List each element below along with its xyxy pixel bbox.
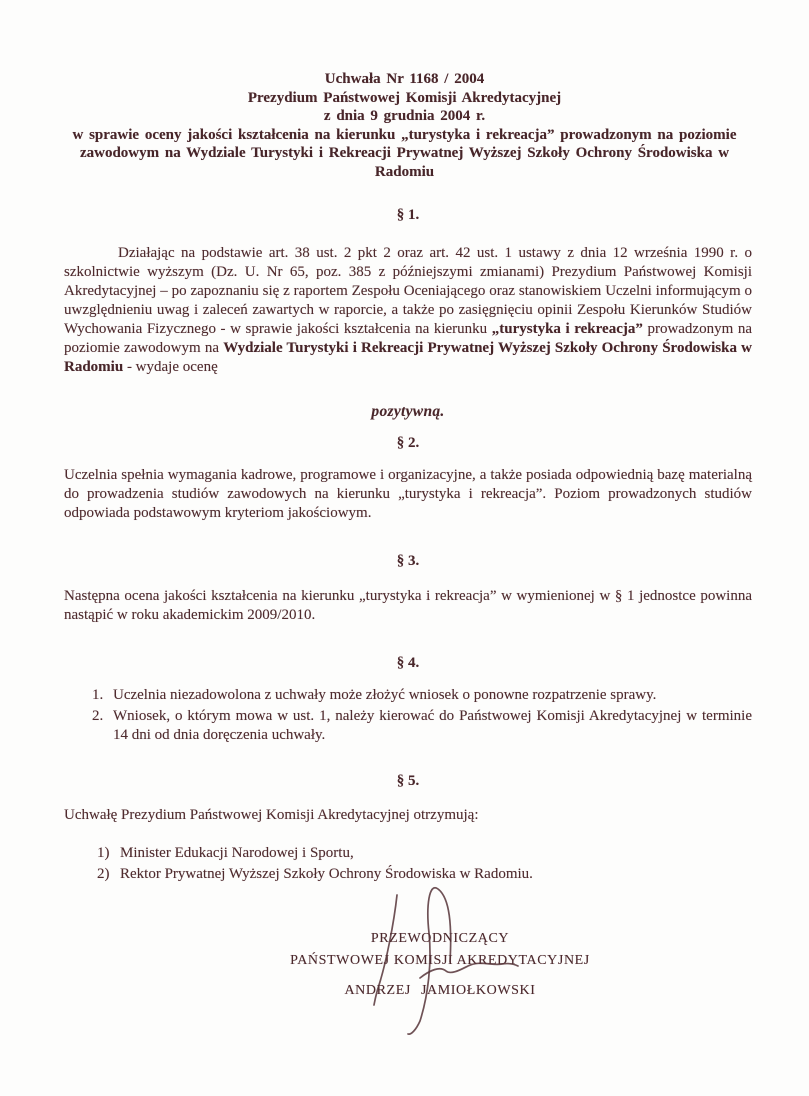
section-2-heading: § 2. [396, 435, 420, 451]
verdict-text: pozytywną. [371, 403, 445, 420]
section-1-heading: § 1. [396, 207, 420, 223]
paragraph-text: - wydaje ocenę [123, 359, 218, 375]
signatory-title: PRZEWODNICZĄCY [370, 931, 510, 946]
list-item-number: 2. [92, 708, 104, 724]
list-item-text: Rektor Prywatnej Wyższej Szkoły Ochrony Środowiska w Radomiu. [120, 866, 533, 882]
section-4-list [92, 686, 752, 745]
list-item-number: 2) [97, 866, 110, 882]
list-item-number: 1) [97, 845, 110, 861]
signature-block [75, 929, 805, 1000]
section-5-list [97, 844, 737, 884]
list-item [97, 865, 737, 884]
list-item-number: 1. [92, 687, 104, 703]
section-3-heading: § 3. [396, 553, 420, 569]
paragraph-text: prowadzonym na poziomie zawodowym na [64, 321, 753, 356]
list-item-text: Minister Edukacji Narodowej i Sportu, [120, 845, 354, 861]
resolution-number: Uchwała Nr 1168 / 2004 [324, 71, 485, 87]
document-header [0, 70, 809, 181]
section-3-paragraph: Następna ocena jakości kształcenia na kierunku „turystyka i rekreacja” w wymienionej w § 1 jednostce powinna nastąpić w roku akademickim 2009/2010. [64, 588, 752, 623]
section-4-heading: § 4. [396, 655, 420, 671]
section-2-paragraph: Uczelnia spełnia wymagania kadrowe, programowe i organizacyjne, a także posiada odpowiednią bazę materialną do prowadzenia studiów zawodowych na kierunku „turystyka i rekreacja”. Poziom prowadzonych studiów odpowiada podstawowym kryteriom jakościowym. [64, 467, 752, 521]
list-item-text: Wniosek, o którym mowa w ust. 1, należy kierować do Państwowej Komisji Akredytacyjnej w terminie 14 dni od dnia doręczenia uchwały. [113, 708, 752, 743]
section-5-heading: § 5. [396, 773, 420, 789]
list-item [97, 844, 737, 863]
resolution-date: z dnia 9 grudnia 2004 r. [323, 108, 486, 124]
faculty-name-bold: Wydziale Turystyki i Rekreacji Prywatnej Wyższej Szkoły Ochrony Środowiska w Radomiu [64, 340, 752, 375]
list-item-text: Uczelnia niezadowolona z uchwały może złożyć wniosek o ponowne rozpatrzenie sprawy. [113, 687, 657, 703]
signatory-organization: PAŃSTWOWEJ KOMISJI AKREDYTACYJNEJ [290, 953, 590, 968]
resolution-subject: w sprawie oceny jakości kształcenia na kierunku „turystyka i rekreacja” prowadzonym na poziomie zawodowym na Wydziale Turystyki i Rekreacji Prywatnej Wyższej Szkoły Ochrony Środowiska w Radomiu [72, 126, 737, 180]
section-5-intro: Uchwałę Prezydium Państwowej Komisji Akredytacyjnej otrzymują: [64, 807, 479, 823]
paragraph-text: Działając na podstawie art. 38 ust. 2 pkt 2 oraz art. 42 ust. 1 ustawy z dnia 12 września 1990 r. o szkolnictwie wyższym (Dz. U. Nr 65, poz. 385 z późniejszymi zmianami) Prezydium Państwowej Komisji Akredytacyjnej – po zapoznaniu się z raportem Zespołu Oceniającego oraz stanowiskiem Uczelni informującym o uwzględnieniu uwag i zaleceń zawartych w raporcie, a także po zasięgnięciu opinii Zespołu Kierunków Studiów Wychowania Fizycznego - w sprawie jakości kształcenia na kierunku [64, 245, 752, 337]
signatory-name: ANDRZEJ JAMIOŁKOWSKI [344, 983, 536, 998]
list-item [92, 686, 752, 705]
issuing-body: Prezydium Państwowej Komisji Akredytacyjnej [247, 89, 562, 106]
section-1-paragraph [64, 244, 752, 377]
list-item [92, 707, 752, 745]
course-name-bold: „turystyka i rekreacja” [491, 321, 643, 337]
